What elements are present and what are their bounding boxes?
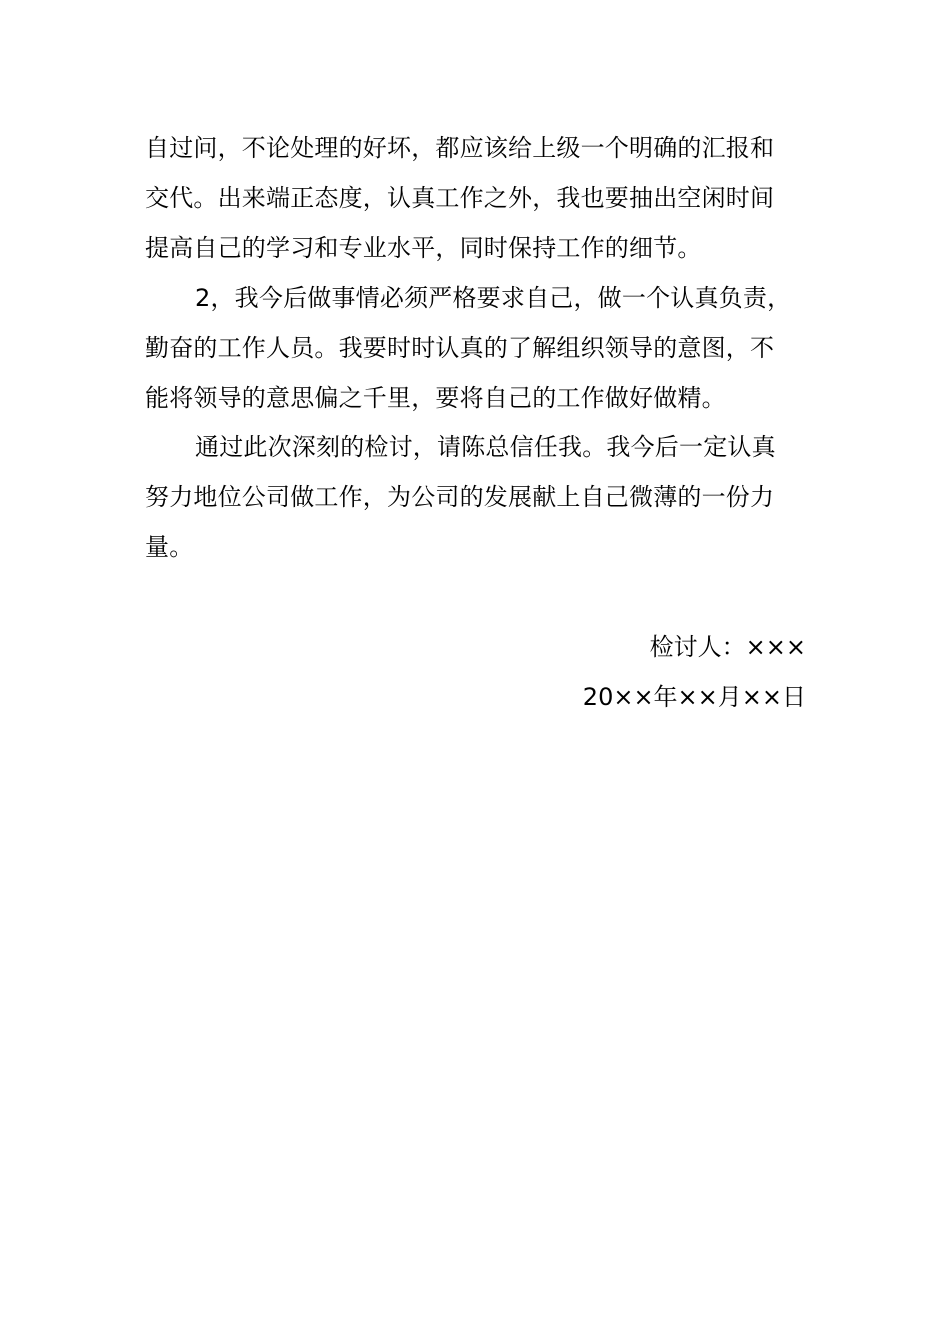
- paragraph-line: 通过此次深刻的检讨，请陈总信任我。我今后一定认真: [195, 433, 776, 461]
- paragraph-line: 勤奋的工作人员。我要时时认真的了解组织领导的意图，不: [145, 334, 775, 362]
- paragraph-line: 2，我今后做事情必须严格要求自己，做一个认真负责，: [195, 284, 792, 312]
- paragraph-line: 努力地位公司做工作，为公司的发展献上自己微薄的一份力: [145, 483, 775, 511]
- paragraph-line: 提高自己的学习和专业水平，同时保持工作的细节。: [145, 234, 702, 262]
- paragraph-line: 量。: [145, 533, 194, 561]
- paragraph-line: 交代。出来端正态度，认真工作之外，我也要抽出空闲时间: [145, 184, 775, 212]
- paragraph-line: 自过问，不论处理的好坏，都应该给上级一个明确的汇报和: [145, 134, 775, 162]
- reviewer-signature: 检讨人：×××: [649, 633, 806, 661]
- signature-date: 20××年××月××日: [582, 683, 806, 711]
- paragraph-line: 能将领导的意思偏之千里，要将自己的工作做好做精。: [145, 384, 726, 412]
